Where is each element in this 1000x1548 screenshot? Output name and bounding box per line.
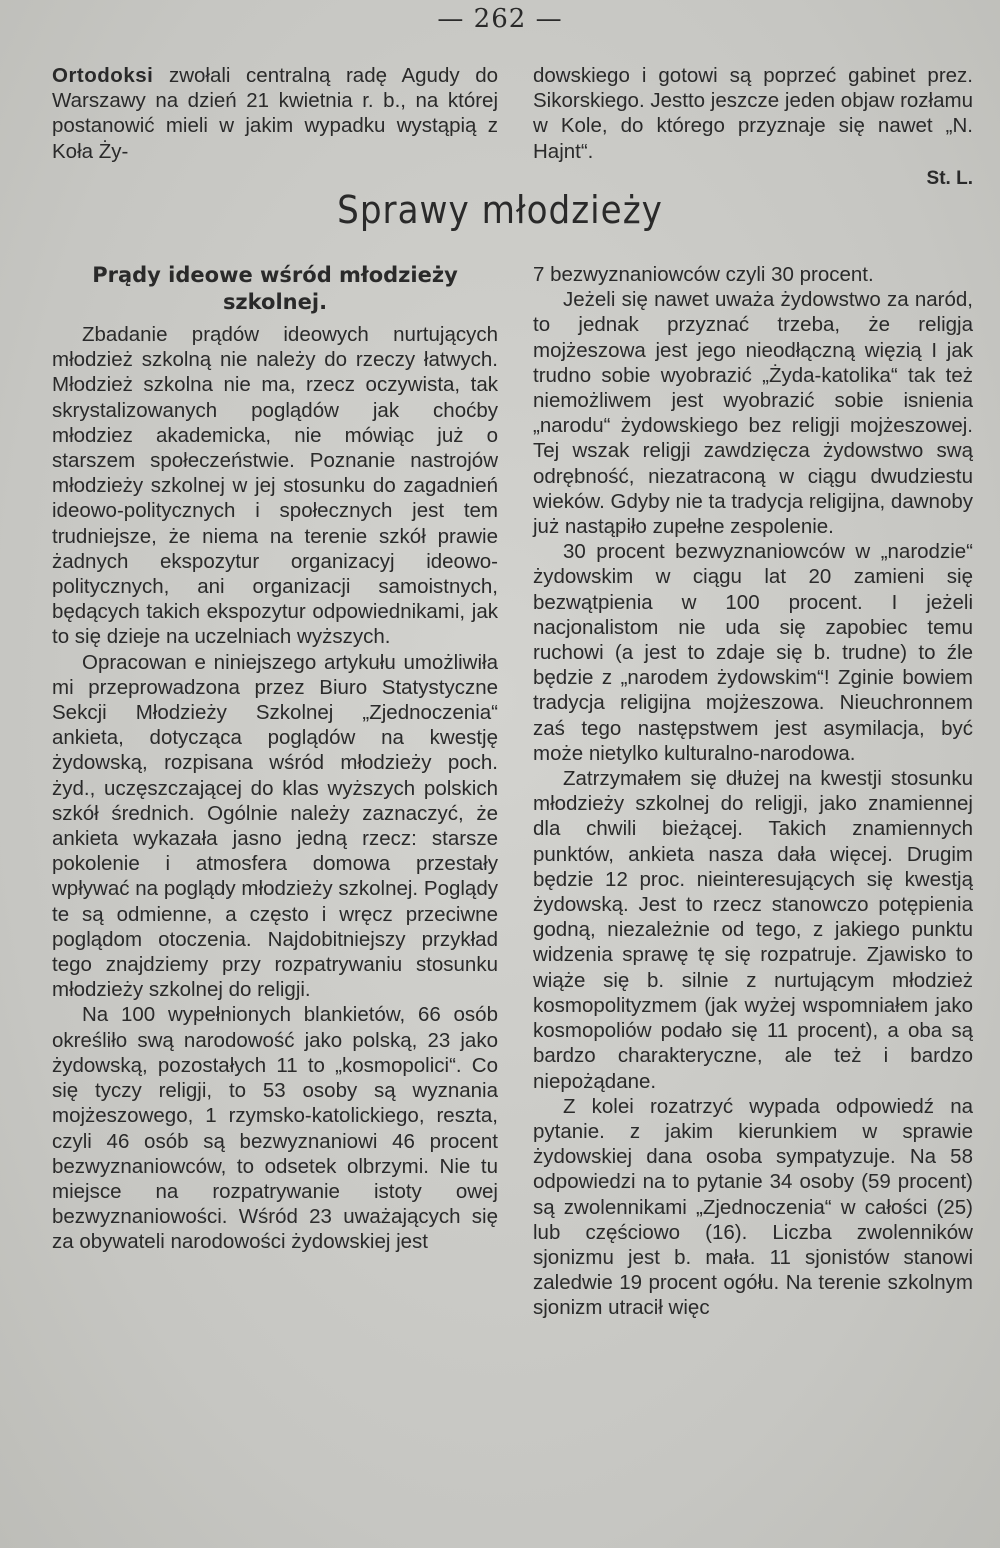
article-paragraph: 7 bezwyznaniowców czyli 30 procent. (533, 263, 874, 286)
lead-word: Ortodoksi (52, 64, 154, 87)
article-paragraph: Opracowan e niniejszego artykułu umożliwiła mi przeprowadzona przez Biuro Statystyczne Sekcji Młodzieży Szkolnej „Zjednoczenia“ ankieta, dotycząca poglądów na kwestję żydowską, rozpisana wśród młodzieży poch. żyd., uczęszczającej do klas wyższych polskich szkół średnich. Ogólnie należy zaznaczyć, że ankieta wykazała jasno jedną rzecz: starsze pokolenie i atmosfera domowa przestały wpływać na poglądy młodzieży szkolnej. Poglądy te są odmienne, a często i wręcz przeciwne poglądom otoczenia. Najdobitniejszy przykład tego znajdziemy przy rozpatrywaniu stosunku młodzieży szkolnej do religji. (52, 650, 498, 1002)
article-column-left (52, 262, 498, 1255)
article-paragraph: Jeżeli się nawet uważa żydowstwo za naród, to jednak przyznać trzeba, że religja mojżeszowa jest jego nieodłączną więzią I jak trudno sobie wyobrazić „Żyda-katolika“ tak też niemożliwem jest wyobrazić sobie isnienia „narodu“ żydowskiego bez religji mojżeszowej. Tej wszak religji zawdzięcza żydowstwo swą odrębność, niezatraconą w ciągu dwudziestu wieków. Gdyby nie ta tradycja religijna, dawnoby już nastąpiło zupełne zespolenie. (533, 288, 973, 539)
article-title: Prądy ideowe wśród młodzieży szkolnej. (92, 263, 458, 314)
paragraph-text: zwołali centralną radę Agudy do Warszawy na dzień 21 kwietnia r. b., na której postanowić mieli w jakim wypadku wystąpią z Koła Ży- (52, 64, 498, 163)
article-paragraph: Zbadanie prądów ideowych nurtujących młodzież szkolną nie należy do rzeczy łatwych. Młodzież szkolna nie ma, rzecz oczywista, tak skrystalizowanych poglądów jak choćby młodziez akademicka, nie mówiąc już o starszem społeczeństwie. Poznanie nastrojów młodzieży szkolnej w jej stosunku do zagadnień ideowo-politycznych i społecznych jest tem trudniejsze, że niema na terenie szkół prawie żadnych ekspozytur organizacyj ideowo-politycznych, ani organizacji samoistnych, będących takich ekspozytur odpowiednikami, jak to się dzieje na uczelniach wyższych. (52, 323, 498, 649)
article-paragraph: 30 procent bezwyznaniowców w „narodzie“ żydowskim w ciągu lat 20 zamieni się bezwątpienia w 100 procent. I jeżeli nacjonalistom nie uda się zapobiec temu ruchowi (a jest to zdaje się b. trudne) to źle będzie z „narodem żydowskim“! Zginie bowiem tradycja religijna mojżeszowa. Nieuchronnem zaś tego następstwem jest asymilacja, być może nietylko kulturalno-narodowa. (533, 540, 973, 765)
article-paragraph: Z kolei rozatrzyć wypada odpowiedź na pytanie. z jakim kierunkiem w sprawie żydowskiej dana osoba sympatyzuje. Na 58 odpowiedzi na to pytanie 34 osoby (59 procent) są zwolennikami „Zjednoczenia“ w całości (25) lub częściowo (16). Liczba zwolenników sjonizmu jest b. mała. 11 sjonistów stanowi zaledwie 19 procent ogółu. Na terenie szkolnym sjonizm utracił więc (533, 1094, 973, 1320)
page-number: — 262 — (437, 4, 563, 34)
previous-article-end-left (52, 63, 498, 164)
article-paragraph: Zatrzymałem się dłużej na kwestji stosunku młodzieży szkolnej do religji, jako znamiennej dla chwili bieżącej. Takich znamiennych punktów, ankieta nasza dała więcej. Drugim będzie 12 proc. nieinteresujących się kwestją żydowską. Jest to rzecz stanowczo potępienia godną, niezależnie od tego, z jakiego punktu widzenia sprawę tę się rozpatruje. Zjawisko to wiąże się b. silnie z nurtującym młodzież kosmopolityzmem (jak wyżej wspomniałem jako kosmopoliów podało się 11 procent), a oba są bardzo charakteryczne, ale też i bardzo niepożądane. (533, 767, 973, 1093)
previous-article-end-right (533, 63, 973, 191)
article-paragraph: Na 100 wypełnionych blankietów, 66 osób określiło swą narodowość jako polską, 23 jako żydowską, pozostałych 11 to „kosmopolici“. Co się tyczy religji, to 53 osoby są wyznania mojżeszowego, 1 rzymsko-katolickiego, reszta, czyli 46 osób są bezwyznaniowi 46 procent bezwyznaniowców, to odsetek olbrzymi. Nie tu miejsce na rozpatrywanie istoty owej bezwyznaniowości. Wśród 23 uważających się za obywateli narodowości żydowskiej jest (52, 1003, 498, 1254)
section-heading: Sprawy młodzieży (337, 188, 663, 232)
author-signature: St. L. (926, 167, 973, 189)
previous-article-paragraph (52, 63, 498, 164)
previous-article-paragraph: dowskiego i gotowi są poprzeć gabinet prez. Sikorskiego. Jestto jeszcze jeden objaw rozłamu w Kole, do którego przyznaje się nawet „N. Hajnt“. (533, 64, 973, 163)
article-column-right (533, 262, 973, 1321)
